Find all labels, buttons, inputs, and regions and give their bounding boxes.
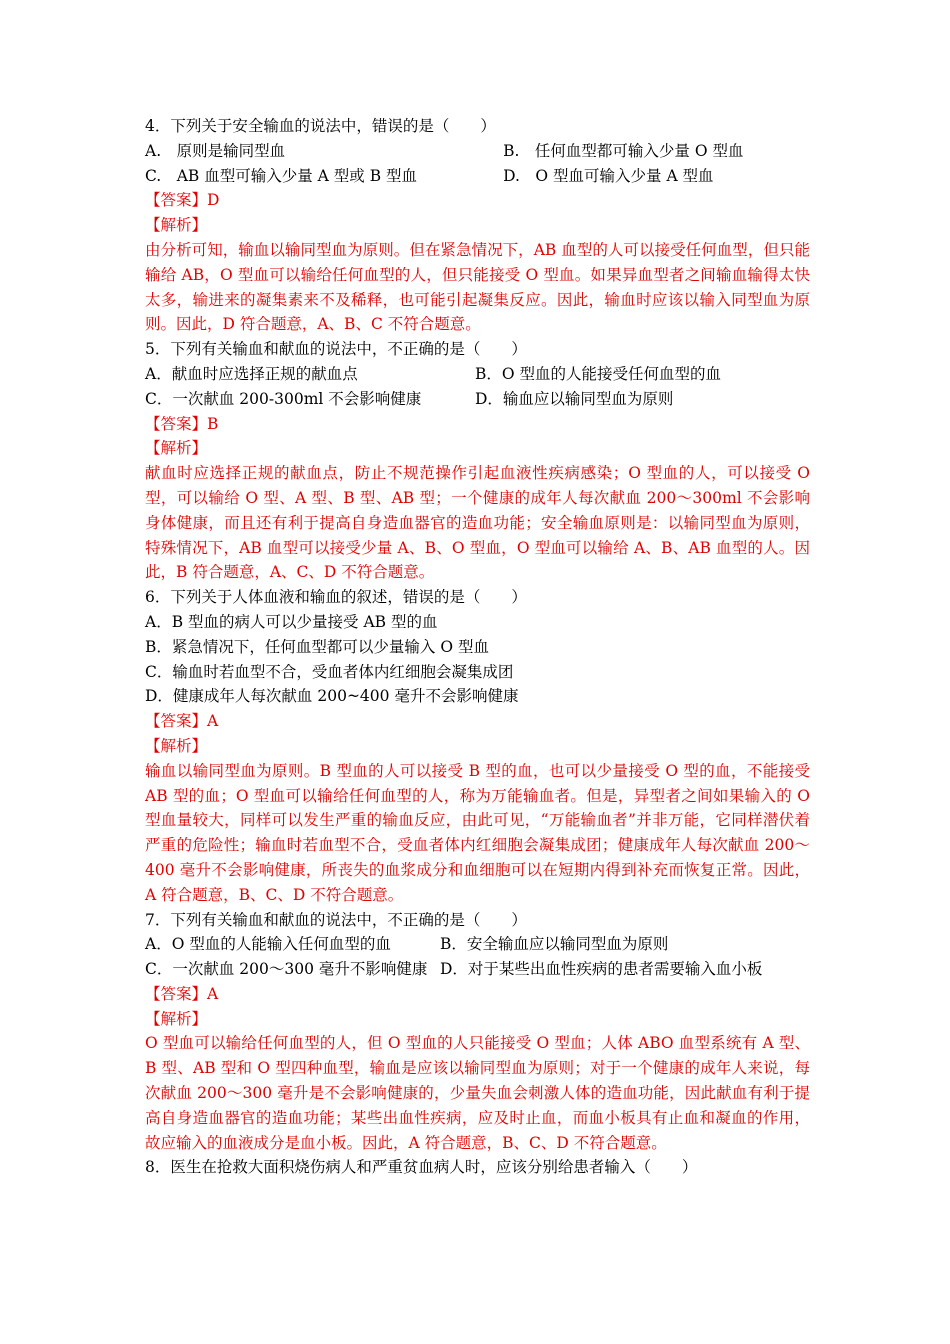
option-b: B．紧急情况下，任何血型都可以少量输入 O 型血 [145, 637, 489, 656]
question-7-options-row-2 [145, 957, 810, 982]
option-c: C．输血时若血型不合，受血者体内红细胞会凝集成团 [145, 662, 514, 681]
question-4-options-row-1 [145, 139, 810, 164]
option-d: D．输血应以输同型血为原则 [475, 389, 674, 408]
analysis-label: 【解析】 [145, 439, 208, 458]
option-a: A. 原则是输同型血 [145, 141, 286, 160]
analysis-text: 献血时应选择正规的献血点，防止不规范操作引起血液性疾病感染；O 型血的人，可以接受 O 型，可以输给 O 型、A 型、B 型、AB 型；一个健康的成年人每次献血 200～300ml 不会影响身体健康，而且还有利于提高自身造血器官的造血功能；安全输血原则是：以输同型血为原则，特殊情况下，AB 血型可以接受少量 A、B、O 型血，O 型血可以输给 A、B、AB 血型的人。因此，B 符合题意，A、C、D 不符合题意。 [145, 464, 810, 582]
answer-label: 【答案】A [145, 984, 219, 1003]
question-4-stem: 4．下列关于安全输血的说法中，错误的是（ ） [145, 117, 496, 135]
option-a: A．O 型血的人能输入任何血型的血 [145, 935, 391, 954]
option-d: D．对于某些出血性疾病的患者需要输入血小板 [440, 960, 763, 979]
analysis-label: 【解析】 [145, 216, 208, 235]
analysis-text: 输血以输同型血为原则。B 型血的人可以接受 B 型的血，也可以少量接受 O 型的血，不能接受 AB 型的血；O 型血可以输给任何血型的人，称为万能输血者。但是，异型者之间如果输入的 O 型血量较大，同样可以发生严重的输血反应，由此可见，“万能输血者”并非万能，它同样潜伏着严重的危险性；输血时若血型不合，受血者体内红细胞会凝集成团；健康成年人每次献血 200～400 毫升不会影响健康，所丧失的血浆成分和血细胞可以在短期内得到补充而恢复正常。因此，A 符合题意，B、C、D 不符合题意。 [145, 761, 810, 904]
question-8-stem: 8．医生在抢救大面积烧伤病人和严重贫血病人时，应该分别给患者输入（ ） [145, 1158, 698, 1177]
option-d: D. O 型血可输入少量 A 型血 [503, 166, 714, 185]
option-b: B．安全输血应以输同型血为原则 [440, 935, 669, 954]
question-5-options-row-1 [145, 362, 810, 387]
option-c: C．一次献血 200-300ml 不会影响健康 [145, 389, 422, 408]
question-6-stem: 6．下列关于人体血液和输血的叙述，错误的是（ ） [145, 588, 527, 607]
question-5-stem: 5．下列有关输血和献血的说法中，不正确的是（ ） [145, 340, 527, 359]
analysis-text: O 型血可以输给任何血型的人，但 O 型血的人只能接受 O 型血；人体 ABO 血型系统有 A 型、B 型、AB 型和 O 型四种血型，输血是应该以输同型血为原则；对于一个健康的成年人来说，每次献血 200～300 毫升是不会影响健康的，少量失血会刺激人体的造血功能，因此献血有利于提高自身造血器官的造血功能；某些出血性疾病，应及时止血，而血小板具有止血和凝血的作用，故应输入的血液成分是血小板。因此，A 符合题意，B、C、D 不符合题意。 [145, 1034, 810, 1152]
option-c: C. AB 血型可输入少量 A 型或 B 型血 [145, 166, 418, 185]
option-c: C．一次献血 200～300 毫升不影响健康 [145, 960, 428, 979]
option-b: B. 任何血型都可输入少量 O 型血 [503, 141, 744, 160]
option-b: B．O 型血的人能接受任何血型的血 [475, 364, 722, 383]
answer-label: 【答案】B [145, 414, 219, 433]
analysis-label: 【解析】 [145, 736, 208, 755]
option-a: A．献血时应选择正规的献血点 [145, 364, 358, 383]
question-5-options-row-2 [145, 387, 810, 412]
option-d: D．健康成年人每次献血 200~400 毫升不会影响健康 [145, 687, 519, 706]
option-a: A．B 型血的病人可以少量接受 AB 型的血 [145, 612, 438, 631]
question-7-options-row-1 [145, 932, 810, 957]
analysis-text: 由分析可知，输血以输同型血为原则。但在紧急情况下，AB 血型的人可以接受任何血型，但只能输给 AB，O 型血可以输给任何血型的人，但只能接受 O 型血。如果异血型者之间输血输得太快太多，输进来的凝集素来不及稀释，也可能引起凝集反应。因此，输血时应该以输入同型血为原则。因此，D 符合题意，A、B、C 不符合题意。 [145, 240, 810, 334]
question-4-options-row-2 [145, 164, 810, 189]
answer-label: 【答案】D [145, 191, 220, 210]
analysis-label: 【解析】 [145, 1009, 208, 1028]
question-7-stem: 7．下列有关输血和献血的说法中，不正确的是（ ） [145, 910, 527, 929]
answer-label: 【答案】A [145, 712, 219, 731]
document-page [145, 114, 810, 1180]
